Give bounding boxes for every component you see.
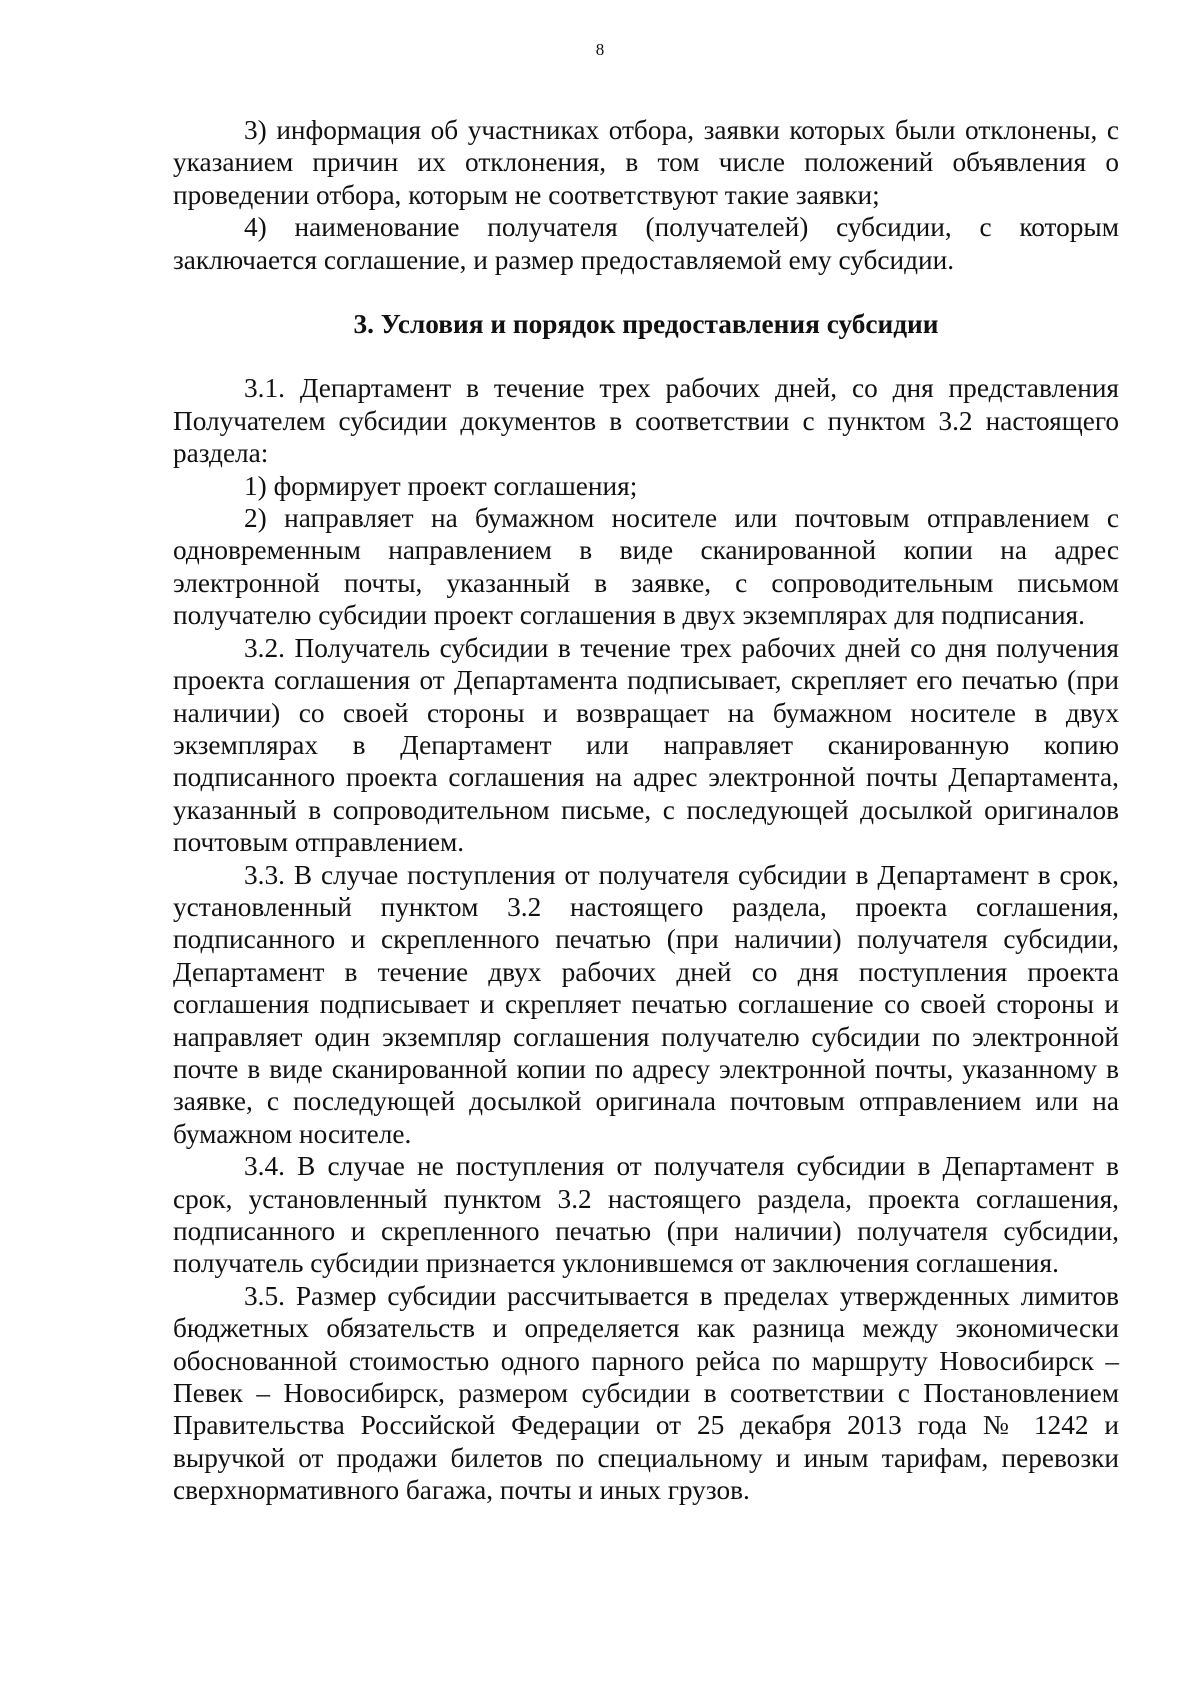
paragraph-item-3: 3) информация об участниках отбора, заявки которых были отклонены, с указанием причин их отклонения, в том числе положений объявления о проведении отбора, которым не соответствуют такие заявки;: [173, 115, 1119, 210]
document-body: [173, 114, 1119, 1507]
paragraph-3-4: 3.4. В случае не поступления от получателя субсидии в Департамент в срок, установленный пунктом 3.2 настоящего раздела, проекта соглашения, подписанного и скрепленного печатью (при наличии) получателя субсидии, получатель субсидии признается уклонившемся от заключения соглашения.: [173, 1151, 1119, 1279]
paragraph-3-1: 3.1. Департамент в течение трех рабочих дней, со дня представления Получателем субсидии документов в соответствии с пунктом 3.2 настоящего раздела:: [173, 373, 1119, 469]
paragraph-3-5: 3.5. Размер субсидии рассчитывается в пределах утвержденных лимитов бюджетных обязательств и определяется как разница между экономически обоснованной стоимостью одного парного рейса по маршруту Новосибирск – Певек – Новосибирск, размером субсидии в соответствии с Постановлением Правительства Российской Федерации от 25 декабря 2013 года № 1242 и выручкой от продажи билетов по специальному и иным тарифам, перевозки сверхнормативного багажа, почты и иных грузов.: [173, 1280, 1119, 1506]
paragraph-3-3: 3.3. В случае поступления от получателя субсидии в Департамент в срок, установленный пунктом 3.2 настоящего раздела, проекта соглашения, подписанного и скрепленного печатью (при наличии) получателя субсидии, Департамент в течение двух рабочих дней со дня поступления проекта соглашения подписывает и скрепляет печатью соглашение со своей стороны и направляет один экземпляр соглашения получателю субсидии по электронной почте в виде сканированной копии по адресу электронной почты, указанному в заявке, с последующей досылкой оригинала почтовым отправлением или на бумажном носителе.: [173, 859, 1119, 1149]
page-number: 8: [595, 40, 605, 59]
paragraph-3-1-item-1: 1) формирует проект соглашения;: [244, 470, 638, 501]
paragraph-3-1-item-2: 2) направляет на бумажном носителе или почтовым отправлением с одновременным направлением в виде сканированной копии на адрес электронной почты, указанный в заявке, с сопроводительным письмом получателю субсидии проект соглашения в двух экземплярах для подписания.: [173, 503, 1119, 631]
section-heading: 3. Условия и порядок предоставления субсидии: [353, 309, 939, 340]
paragraph-3-2: 3.2. Получатель субсидии в течение трех рабочих дней со дня получения проекта соглашения от Департамента подписывает, скрепляет его печатью (при наличии) со своей стороны и возвращает на бумажном носителе в двух экземплярах в Департамент или направляет сканированную копию подписанного проекта соглашения на адрес электронной почты Департамента, указанный в сопроводительном письме, с последующей досылкой оригиналов почтовым отправлением.: [173, 632, 1119, 858]
paragraph-item-4: 4) наименование получателя (получателей) субсидии, с которым заключается соглашение, и размер предоставляемой ему субсидии.: [173, 212, 1119, 275]
